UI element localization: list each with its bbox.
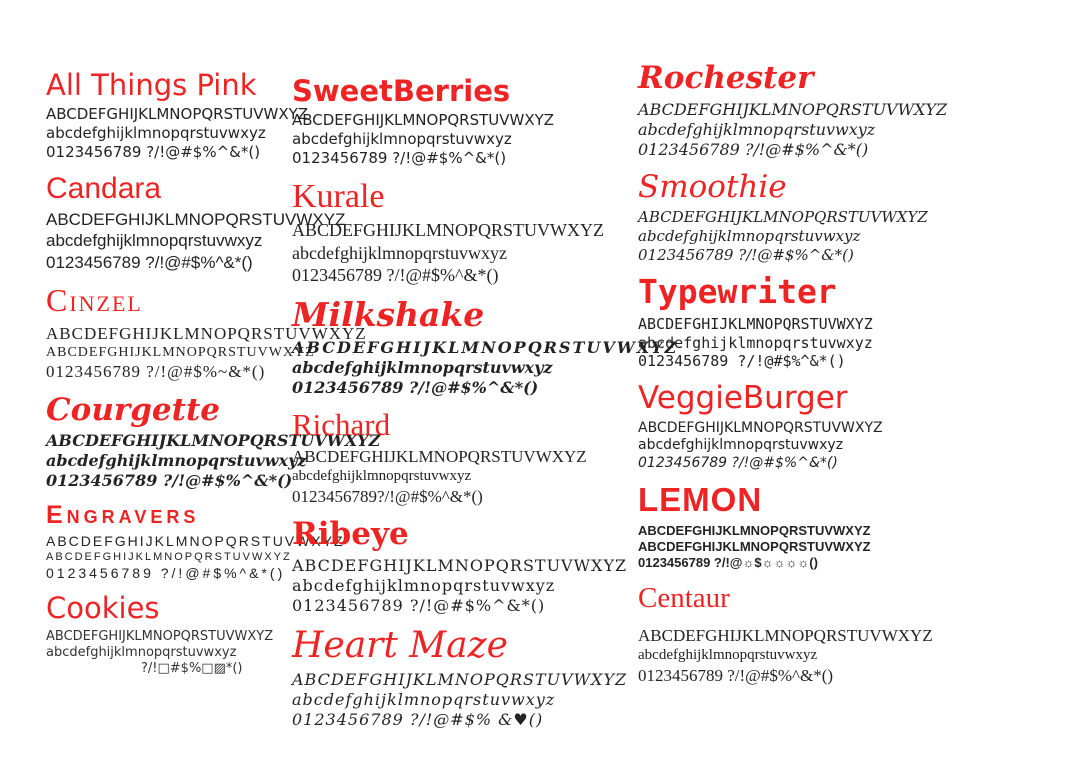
font-specimen-heart-maze: [292, 624, 636, 730]
lowercase-sample: abcdefghijklmnopqrstuvwxyz: [638, 119, 876, 139]
uppercase-sample: ABCDEFGHIJKLMNOPQRSTUVWXYZ: [292, 447, 587, 467]
symbols-sample: 0123456789 ?/!@#$%^&*(): [292, 595, 546, 615]
uppercase-sample: ABCDEFGHIJKLMNOPQRSTUVWXYZ: [46, 210, 346, 230]
uppercase-sample: ABCDEFGHIJKLMNOPQRSTUVWXYZ: [46, 431, 381, 451]
symbols-sample: 0123456789 ?/!@#$%^&*(): [46, 471, 293, 491]
lowercase-sample: ABCDEFGHIJKLMNOPQRSTUVWXYZ: [638, 539, 871, 555]
font-name: Candara: [46, 171, 162, 205]
specimen-column-2: [288, 0, 679, 767]
symbols-sample: 0123456789 ?/!@#$%^&*(): [46, 564, 286, 581]
uppercase-sample: ABCDEFGHIJKLMNOPQRSTUVWXYZ: [46, 323, 367, 343]
font-name: Typewriter: [638, 272, 837, 312]
uppercase-sample: ABCDEFGHIJKLMNOPQRSTUVWXYZ: [46, 533, 345, 550]
uppercase-sample: ABCDEFGHIJKLMNOPQRSTUVWXYZ: [638, 99, 948, 119]
lowercase-sample: abcdefghijklmnopqrstuvwxyz: [292, 242, 507, 263]
lowercase-sample: abcdefghijklmnopqrstuvwxyz: [638, 226, 861, 245]
symbols-sample: 0123456789 ?/!@#$%^&*(): [46, 252, 253, 272]
lowercase-sample: abcdefghijklmnopqrstuvwxyz: [638, 647, 818, 664]
specimen-column-3: [636, 0, 1016, 767]
font-name: Cookies: [46, 591, 160, 626]
uppercase-sample: ABCDEFGHIJKLMNOPQRSTUVWXYZ: [292, 337, 679, 357]
lowercase-sample: abcdefghijklmnopqrstuvwxyz: [638, 333, 873, 352]
symbols-sample: 0123456789 ?/!@#$%^&*(): [292, 265, 499, 286]
font-specimen-richard: [292, 406, 636, 508]
symbols-sample: 0123456789 ?/!@#$%^&*(): [638, 352, 846, 371]
uppercase-sample: ABCDEFGHIJKLMNOPQRSTUVWXYZ: [292, 111, 555, 130]
uppercase-sample: ABCDEFGHIJKLMNOPQRSTUVWXYZ: [292, 220, 605, 241]
symbols-sample: 0123456789 ?/!@#$%^&*(): [292, 377, 539, 397]
font-name: Milkshake: [292, 294, 485, 334]
font-specimen-lemon: [638, 483, 1016, 571]
lowercase-sample: abcdefghijklmnopqrstuvwxyz: [46, 644, 237, 660]
symbols-sample: 0123456789 ?/!@#$%^&*(): [638, 139, 869, 159]
uppercase-sample: ABCDEFGHIJKLMNOPQRSTUVWXYZ: [638, 314, 873, 333]
uppercase-sample: ABCDEFGHIJKLMNOPQRSTUVWXYZ: [292, 555, 628, 575]
symbols-sample: 0123456789 ?/!@#$%^&*(): [46, 142, 261, 161]
font-name: Cinzel: [46, 281, 143, 318]
lowercase-sample: abcdefghijklmnopqrstuvwxyz: [46, 451, 307, 471]
uppercase-sample: ABCDEFGHIJKLMNOPQRSTUVWXYZ: [638, 522, 871, 538]
font-name: All Things Pink: [46, 68, 257, 102]
font-specimen-typewriter: [638, 272, 1016, 371]
font-specimen-smoothie: [638, 168, 1016, 265]
font-name: Ribeye: [292, 516, 409, 553]
symbols-sample: 0123456789 ?/!@#$%~&*(): [46, 362, 266, 382]
font-name: Kurale: [292, 177, 385, 215]
lowercase-sample: ABCDEFGHIJKLMNOPQRSTUVWXYZ: [46, 344, 315, 360]
font-name: SweetBerries: [292, 74, 511, 108]
font-name: VeggieBurger: [638, 380, 848, 417]
symbols-sample: 0123456789 ?/!@#$%^&*(): [638, 245, 854, 264]
font-name: Heart Maze: [292, 624, 508, 666]
uppercase-sample: ABCDEFGHIJKLMNOPQRSTUVWXYZ: [46, 105, 309, 124]
lowercase-sample: abcdefghijklmnopqrstuvwxyz: [638, 437, 844, 454]
font-name: LEMON: [638, 481, 763, 519]
lowercase-sample: abcdefghijklmnopqrstuvwxyz: [292, 130, 512, 149]
font-name: Rochester: [638, 60, 814, 96]
lowercase-sample: abcdefghijklmnopqrstuvwxyz: [46, 231, 263, 251]
uppercase-sample: ABCDEFGHIJKLMNOPQRSTUVWXYZ: [638, 419, 883, 436]
symbols-sample: ?/!□#$%□▨*(): [141, 661, 243, 677]
lowercase-sample: abcdefghijklmnopqrstuvwxyz: [292, 357, 553, 377]
font-specimen-milkshake: [292, 294, 679, 398]
uppercase-sample: ABCDEFGHIJKLMNOPQRSTUVWXYZ: [638, 626, 933, 646]
lowercase-sample: ABCDEFGHIJKLMNOPQRSTUVWXYZ: [46, 550, 292, 563]
symbols-sample: 0123456789 ?/!@#$% &♥(): [292, 709, 544, 729]
font-name: Centaur: [638, 581, 730, 614]
font-specimen-engravers: [46, 501, 345, 582]
uppercase-sample: ABCDEFGHIJKLMNOPQRSTUVWXYZ: [46, 628, 274, 644]
lowercase-sample: abcdefghijklmnopqrstuvwxyz: [292, 689, 556, 709]
symbols-sample: 0123456789 ?/!@☼$☼☼☼☼(): [638, 555, 818, 571]
font-specimen-all-things-pink: [46, 68, 309, 162]
font-specimen-rochester: [638, 62, 1016, 160]
uppercase-sample: ABCDEFGHIJKLMNOPQRSTUVWXYZ: [638, 208, 928, 227]
font-name: Courgette: [46, 391, 220, 428]
lowercase-sample: abcdefghijklmnopqrstuvwxyz: [292, 575, 556, 595]
font-specimen-ribeye: [292, 518, 636, 616]
symbols-sample: 0123456789 ?/!@#$%^&*(): [292, 148, 507, 167]
font-name: Engravers: [46, 501, 200, 530]
font-specimen-cookies: [46, 593, 288, 677]
font-name: Richard: [292, 406, 391, 442]
lowercase-sample: abcdefghijklmnopqrstuvwxyz: [46, 124, 266, 143]
symbols-sample: 0123456789 ?/!@#$%^&*(): [638, 666, 834, 686]
font-specimen-sweetberries: [292, 76, 636, 168]
font-specimen-kurale: [292, 179, 636, 287]
symbols-sample: 0123456789?/!@#$%^&*(): [292, 487, 483, 507]
font-specimen-cinzel: [46, 281, 367, 383]
symbols-sample: 0123456789 ?/!@#$%^&*(): [638, 454, 838, 471]
font-name: Smoothie: [638, 168, 787, 205]
font-specimen-veggieburger: [638, 382, 1016, 472]
uppercase-sample: ABCDEFGHIJKLMNOPQRSTUVWXYZ: [292, 669, 628, 689]
lowercase-sample: abcdefghijklmnopqrstuvwxyz: [292, 468, 472, 485]
font-specimen-centaur: [638, 583, 1016, 687]
